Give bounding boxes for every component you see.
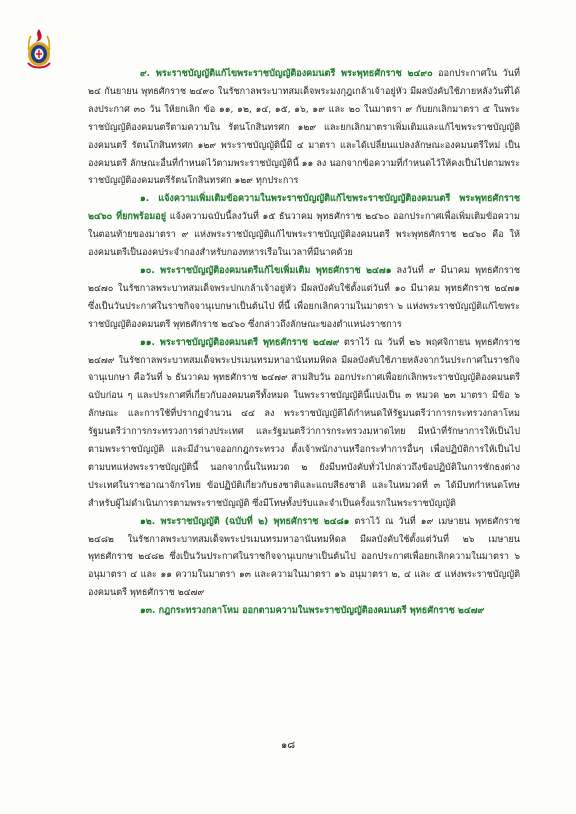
- paragraph-heading: ๑๒. พระราชบัญญัติ (ฉบับที่ ๒) พุทธศักราช ๒๔๘๑: [140, 516, 350, 527]
- paragraph-text: ตราไว้ ณ วันที่ ๒๖ พฤศจิกายน พุทธศักราช ๒๔๗๙ ในรัชกาลพระบาทสมเด็จพระปรเมนทรมหาอานันทมหิดล มีผลบังคับใช้ภายหลังจากวันประกาศในราชกิจจานุเบกษา คือวันที่ ๖ ธันวาคม พุทธศักราช ๒๔๗๙ สามสิบวัน ออกประกาศเพื่อยกเลิกพระราชบัญญัติองคมนตรีฉบับก่อน ๆ และประกาศที่เกี่ยวกับองคมนตรีทั้งหมด ในพระราชบัญญัตินี้แบ่งเป็น ๓ หมวด ๒๓ มาตรา มีข้อ ๖ ลักษณะ และการใช้ที่ปรากฏจำนวน ๔๔ ลง พระราชบัญญัติได้กำหนดให้รัฐมนตรีว่าการกระทรวงกลาโหม รัฐมนตรีว่าการกระทรวงการต่างประเทศ และรัฐมนตรีว่าการกระทรวงมหาดไทย มีหน้าที่รักษาการให้เป็นไปตามพระราชบัญญัติ และมีอำนาจออกกฎกระทรวง ตั้งเจ้าพนักงานหรือกระทำการอื่นๆ เพื่อปฏิบัติการให้เป็นไปตามบทแห่งพระราชบัญญัตินี้ นอกจากนั้นในหมวด ๒ ยังมีบทบังคับทั่วไปกล่าวถึงข้อปฏิบัติในการชักธงต่างประเทศในราชอาณาจักรไทย ข้อปฏิบัติเกี่ยวกับธงชาติและแถบสีธงชาติ และในหมวดที่ ๓ ได้มีบทกำหนดโทษสำหรับผู้ไม่ดำเนินการตามพระราชบัญญัติ ซึ่งมีโทษทั้งปรับและจำเป็นครั้งแรกในพระราชบัญญัติ: [88, 337, 520, 509]
- paragraph-item-12: [88, 514, 520, 604]
- paragraph-heading: ๑. แจ้งความเพิ่มเติมข้อความในพระราชบัญญัติแก้ไขพระราชบัญญัติองคมนตรี พระพุทธศักราช ๒๔๖๐ ที่ยกพร้อมอยู่: [88, 194, 520, 223]
- paragraph-text: ตราไว้ ณ วันที่ ๑๙ เมษายน พุทธศักราช ๒๔๘๒ ในรัชกาลพระบาทสมเด็จพระปรเมนทรมหาอานันทมหิดล มีผลบังคับใช้ตั้งแต่วันที่ ๒๖ เมษายน พุทธศักราช ๒๔๘๒ ซึ่งเป็นวันประกาศในราชกิจจานุเบกษาเป็นต้นไป ออกประกาศเพื่อยกเลิกความในมาตรา ๖ อนุมาตรา ๔ และ ๑๑ ความในมาตรา ๑๓ และความในมาตรา ๑๖ อนุมาตรา ๒, ๔ และ ๕ แห่งพระราชบัญญัติองคมนตรี พุทธศักราช ๒๔๗๙: [88, 516, 520, 599]
- paragraph-text: ออกประกาศใน วันที่ ๒๔ กันยายน พุทธศักราช ๒๔๙๐ ในรัชกาลพระบาทสมเด็จพระมงกุฎเกล้าเจ้าอยู่หัว มีผลบังคับใช้ภายหลังวันที่ได้ลงประกาศ ๓๐ วัน ให้ยกเลิก ข้อ ๑๑, ๑๒, ๑๔, ๑๕, ๑๖, ๑๙ และ ๒๐ ในมาตรา ๙ กับยกเลิกมาตรา ๕ ในพระราชบัญญัติองคมนตรีตามความใน รัตนโกสินทรศก ๑๒๙ และยกเลิกมาตราเพิ่มเติมและแก้ไขพระราชบัญญัติองคมนตรี รัตนโกสินทรศก ๑๒๙ พระราชบัญญัตินี้มี ๔ มาตรา และได้เปลี่ยนแปลงลักษณะองคมนตรีใหม่ เป็นองคมนตรี ลักษณะอื่นที่กำหนดไว้ตามพระราชบัญญัตินี้ ๑๑ ลง นอกจากข้อความที่กำหนดไว้ให้คงเป็นไปตามพระราชบัญญัติองคมนตรีรัตนโกสินทรศก ๑๒๙ ทุกประการ: [88, 69, 520, 187]
- royal-emblem-icon: [22, 28, 56, 70]
- paragraph-heading: ๑๓. กฎกระทรวงกลาโหม ออกตามความในพระราชบัญญัติองคมนตรี พุทธศักราช ๒๔๗๙: [140, 606, 485, 617]
- paragraph-item-10: [88, 263, 520, 335]
- paragraph-item-amendment-notice: [88, 191, 520, 263]
- paragraph-heading: ๑๐. พระราชบัญญัติองคมนตรีแก้ไขเพิ่มเติม พุทธศักราช ๒๔๗๑: [140, 265, 392, 276]
- paragraph-text: ลงวันที่ ๙ มีนาคม พุทธศักราช ๒๔๗๐ ในรัชกาลพระบาทสมเด็จพระปกเกล้าเจ้าอยู่หัว มีผลบังคับใช้ตั้งแต่วันที่ ๑๐ มีนาคม พุทธศักราช ๒๔๗๑ ซึ่งเป็นวันประกาศในราชกิจจานุเบกษาเป็นต้นไป ที่นี้ เพื่อยกเลิกความในมาตรา ๖ แห่งพระราชบัญญัติแก้ไขพระราชบัญญัติองคมนตรี พุทธศักราช ๒๔๖๐ ซึ่งกล่าวถึงลักษณะของตำแหน่งราชการ: [88, 265, 520, 330]
- paragraph-heading: ๑๑. พระราชบัญญัติองคมนตรี พุทธศักราช ๒๔๗๙: [140, 337, 340, 348]
- paragraph-item-11: [88, 335, 520, 514]
- paragraph-item-13: [88, 603, 520, 621]
- paragraph-heading: ๙. พระราชบัญญัติแก้ไขพระราชบัญญัติองคมนตรี พระพุทธศักราช ๒๔๙๐: [140, 69, 433, 79]
- paragraph-item-9: [88, 66, 520, 191]
- document-body: [88, 66, 520, 621]
- page-number: ๑๘: [280, 740, 296, 751]
- paragraph-text: แจ้งความฉบับนี้ลงวันที่ ๑๕ ธันวาคม พุทธศักราช ๒๔๖๐ ออกประกาศเพื่อเพิ่มเติมข้อความในตอนท้ายของมาตรา ๙ แห่งพระราชบัญญัติแก้ไขพระราชบัญญัติองคมนตรี พระพุทธศักราช ๒๔๖๐ คือ ให้องคมนตรีเป็นองคประจำกองสำหรับกองทหารเรือในเวลาที่มีนาคด้วย: [88, 212, 520, 259]
